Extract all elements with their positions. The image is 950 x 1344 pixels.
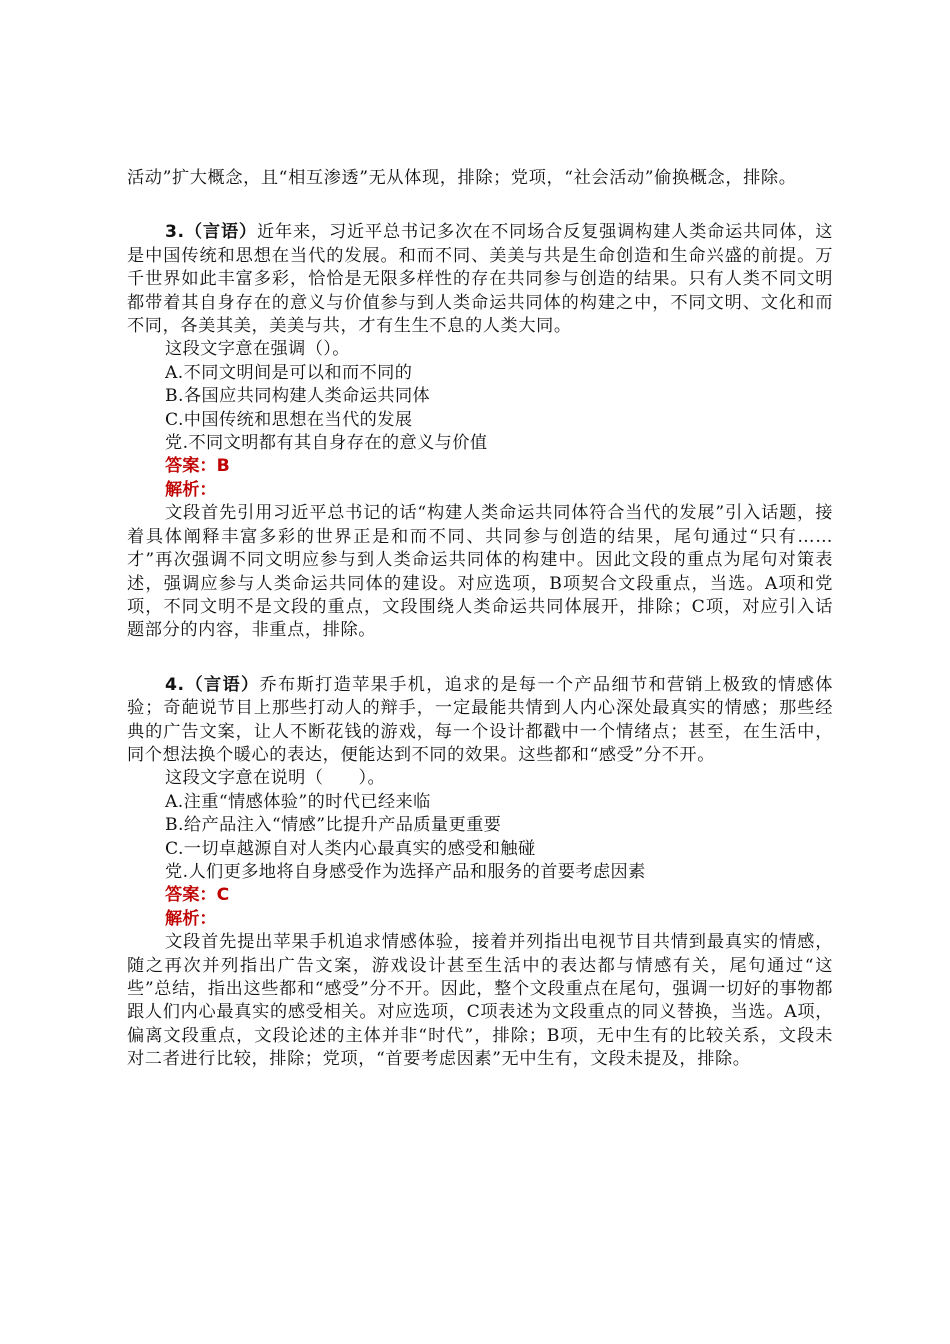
analysis-label: 解析：: [165, 908, 217, 929]
question-stem: [127, 221, 833, 338]
question-block: [127, 221, 833, 642]
question-tag: （言语）: [184, 674, 260, 695]
question-text: 近年来，习近平总书记多次在不同场合反复强调构建人类命运共同体，这是中国传统和思想在当代的发展。和而不同、美美与共是生命创造和生命兴盛的前提。万千世界如此丰富多彩，恰恰是无限多样性的存在共同参与创造的结果。只有人类不同文明都带着其自身存在的意义与价值参与到人类命运共同体的构建之中，不同文明、文化和而不同，各美其美，美美与共，才有生生不息的人类大同。: [127, 222, 834, 337]
question-stem: [127, 674, 833, 768]
option-a: A.不同文明间是可以和而不同的: [165, 362, 413, 383]
analysis-label: 解析：: [165, 479, 217, 500]
question-prompt: 这段文字意在说明（ ）。: [165, 768, 386, 789]
option-c: C.中国传统和思想在当代的发展: [165, 409, 413, 430]
question-number: 4.: [165, 674, 185, 695]
option-d: 党.不同文明都有其自身存在的意义与价值: [165, 433, 488, 454]
intro-paragraph: 活动”扩大概念，且“相互渗透”无从体现，排除；党项，“社会活动”偷换概念，排除。: [127, 168, 797, 188]
answer-label: 答案：B: [165, 456, 230, 477]
document-page: [127, 167, 833, 1072]
question-text: 乔布斯打造苹果手机，追求的是每一个产品细节和营销上极致的情感体验；奇葩说节目上那些打动人的辩手，一定最能共情到人内心深处最真实的情感；那些经典的广告文案，让人不断花钱的游戏，每一个设计都戳中一个情绪点；甚至，在生活中，同个想法换个暖心的表达，便能达到不同的效果。这些都和“感受”分不开。: [127, 674, 833, 765]
question-number: 3.: [165, 222, 185, 243]
option-a: A.注重“情感体验”的时代已经来临: [165, 791, 431, 812]
answer-label: 答案：C: [165, 885, 230, 906]
analysis-text: 文段首先提出苹果手机追求情感体验，接着并列指出电视节目共情到最真实的情感，随之再次并列指出广告文案，游戏设计甚至生活中的表达都与情感有关，尾句通过“这些”总结，指出这些都和“感受”分不开。因此，整个文段重点在尾句，强调一切好的事物都跟人们内心最真实的感受相关。对应选项，C项表述为文段重点的同义替换，当选。A项，偏离文段重点，文段论述的主体并非“时代”，排除；B项，无中生有的比较关系，文段未对二者进行比较，排除；党项，“首要考虑因素”无中生有，文段未提及，排除。: [127, 932, 833, 1070]
option-c: C.一切卓越源自对人类内心最真实的感受和触碰: [165, 838, 536, 859]
option-b: B.各国应共同构建人类命运共同体: [165, 386, 431, 407]
option-d: 党.人们更多地将自身感受作为选择产品和服务的首要考虑因素: [165, 861, 646, 882]
question-tag: （言语）: [184, 222, 257, 243]
question-prompt: 这段文字意在强调（）。: [165, 339, 350, 360]
analysis-text: 文段首先引用习近平总书记的话“构建人类命运共同体符合当代的发展”引入话题，接着具体阐释丰富多彩的世界正是和而不同、共同参与创造的结果，尾句通过“只有……才”再次强调不同文明应参与到人类命运共同体的构建中。因此文段的重点为尾句对策表述，强调应参与人类命运共同体的建设。对应选项，B项契合文段重点，当选。A项和党项，不同文明不是文段的重点，文段围绕人类命运共同体展开，排除；C项，对应引入话题部分的内容，非重点，排除。: [127, 503, 833, 641]
option-b: B.给产品注入“情感”比提升产品质量更重要: [165, 815, 502, 836]
question-block: [127, 674, 833, 1072]
